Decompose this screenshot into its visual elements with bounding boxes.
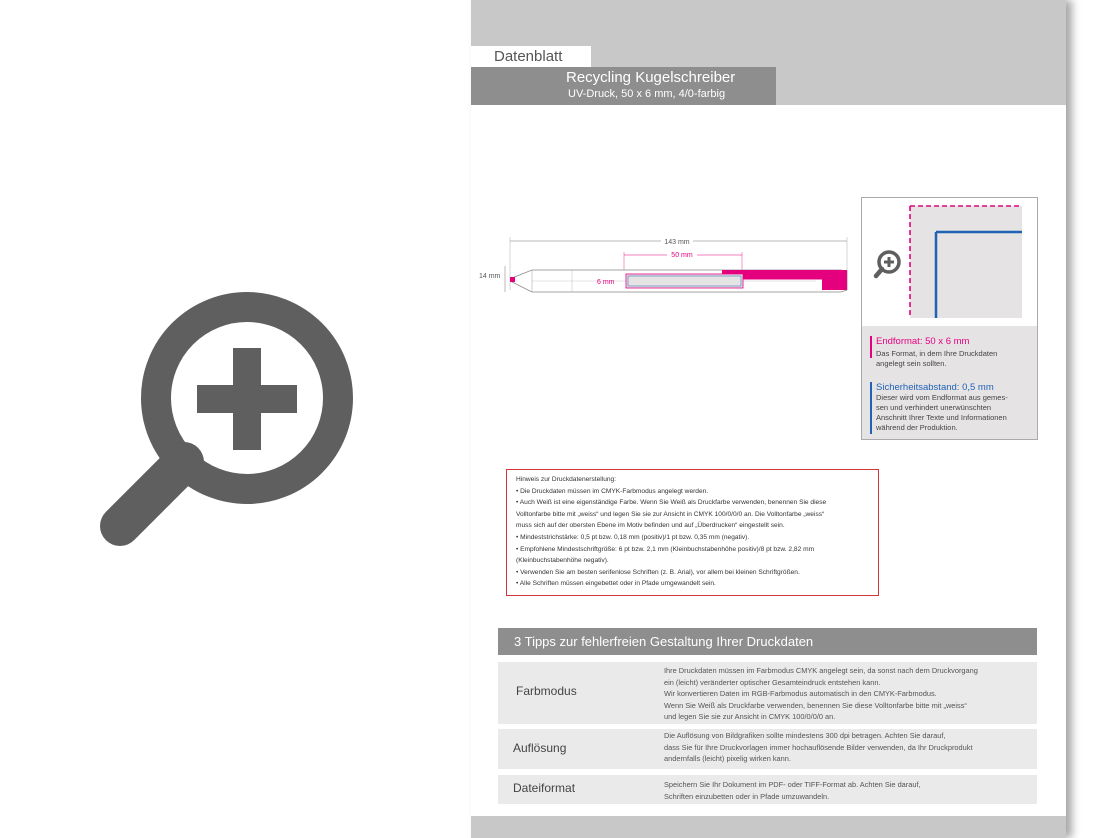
hint-line: Volltonfarbe bitte mit „weiss“ und legen Sie sie zur Ansicht in CMYK 100/0/0/0 an. Die Volltonfarbe „weiss“ — [516, 510, 825, 518]
tip-label: Farbmodus — [516, 684, 577, 698]
endformat-text: Das Format, in dem Ihre Druckdaten angelegt sein sollten. — [876, 349, 998, 368]
hint-line: • Auch Weiß ist eine eigenständige Farbe. Wenn Sie Weiß als Druckfarbe verwenden, benennen Sie diese — [516, 499, 827, 507]
product-title: Recycling Kugelschreiber — [566, 69, 736, 86]
product-subtitle: UV-Druck, 50 x 6 mm, 4/0-farbig — [568, 88, 726, 100]
tip-row-aufloesung — [498, 729, 1037, 769]
small-zoom-icon[interactable] — [873, 249, 903, 279]
endformat-marker — [870, 336, 872, 358]
title-box — [471, 67, 776, 105]
tips-heading: 3 Tipps zur fehlerfreien Gestaltung Ihrer Druckdaten — [498, 628, 1037, 655]
tip-text: Speichern Sie Ihr Dokument im PDF- oder TIFF-Format ab. Achten Sie darauf, Schriften einzubetten oder in Pfade umzuwandeln. — [664, 780, 921, 801]
hint-line: • Empfohlene Mindestschriftgröße: 6 pt bzw. 2,1 mm (Kleinbuchstabenhöhe positiv)/8 pt bzw. 2,82 mm — [516, 545, 815, 553]
datasheet-page — [471, 0, 1066, 838]
hint-line: • Verwenden Sie am besten serifenlose Schriften (z. B. Arial), vor allem bei kleinen Schriftgrößen. — [516, 568, 800, 576]
print-area-detail-panel — [861, 197, 1038, 440]
tip-text: Die Auflösung von Bildgrafiken sollte mindestens 300 dpi betragen. Achten Sie darauf, dass Sie für Ihre Druckvorlagen immer hochauflösende Bilder verwenden, da Ihr Druckprodukt andernfalls (leicht) pixelig wirken kann. — [664, 731, 973, 763]
dim-print-width-label: 50 mm — [671, 252, 693, 259]
dim-total-label: 143 mm — [664, 239, 690, 246]
dim-height-label: 14 mm — [479, 273, 501, 280]
detail-legend — [862, 326, 1037, 439]
hint-line: • Alle Schriften müssen eingebettet oder in Pfade umgewandelt sein. — [516, 580, 716, 588]
endformat-title: Endformat: 50 x 6 mm — [876, 336, 970, 347]
tip-label: Dateiformat — [513, 781, 576, 795]
safety-text: Dieser wird vom Endformat aus gemes- sen und verhindert unerwünschten Anschnitt Ihrer Texte und Informationen während der Produktion. — [876, 393, 1008, 432]
print-data-hint-box — [506, 469, 879, 596]
footer-band — [471, 816, 1066, 838]
safety-marker — [870, 382, 872, 434]
tip-text: Ihre Druckdaten müssen im Farbmodus CMYK angelegt sein, da sonst nach dem Druckvorgang ein (leicht) veränderter optischer Gesamteindruck entstehen kann. Wir konvertieren Daten im RGB-Farbmodus automatisch in den CMYK-Farbmodus. Wenn Sie Weiß als Druckfarbe verwenden, benennen Sie diese Volltonfarbe bitte mit „weiss“ und legen Sie sie zur Ansicht in CMYK 100/0/0/0 an. — [664, 666, 978, 721]
tip-label: Auflösung — [513, 741, 567, 755]
hint-line: (Kleinbuchstabenhöhe negativ). — [516, 557, 609, 565]
tip-row-dateiformat — [498, 775, 1037, 804]
dim-print-height-label: 6 mm — [597, 279, 615, 286]
tip-row-farbmodus — [498, 662, 1037, 724]
hint-line: muss sich auf der obersten Ebene im Motiv befinden und auf „Überdrucken“ eingestellt sein. — [516, 522, 785, 530]
datasheet-tab-label: Datenblatt — [471, 46, 591, 68]
detail-zoom-view — [862, 198, 1037, 326]
zoom-in-icon[interactable] — [100, 290, 360, 550]
hint-heading: Hinweis zur Druckdatenerstellung: — [516, 476, 617, 483]
pen-drawing — [476, 232, 856, 302]
hint-line: • Die Druckdaten müssen im CMYK-Farbmodus angelegt werden. — [516, 487, 709, 495]
safety-title: Sicherheitsabstand: 0,5 mm — [876, 382, 994, 393]
hint-line: • Mindeststrichstärke: 0,5 pt bzw. 0,18 mm (positiv)/1 pt bzw. 0,35 mm (negativ). — [516, 533, 750, 541]
